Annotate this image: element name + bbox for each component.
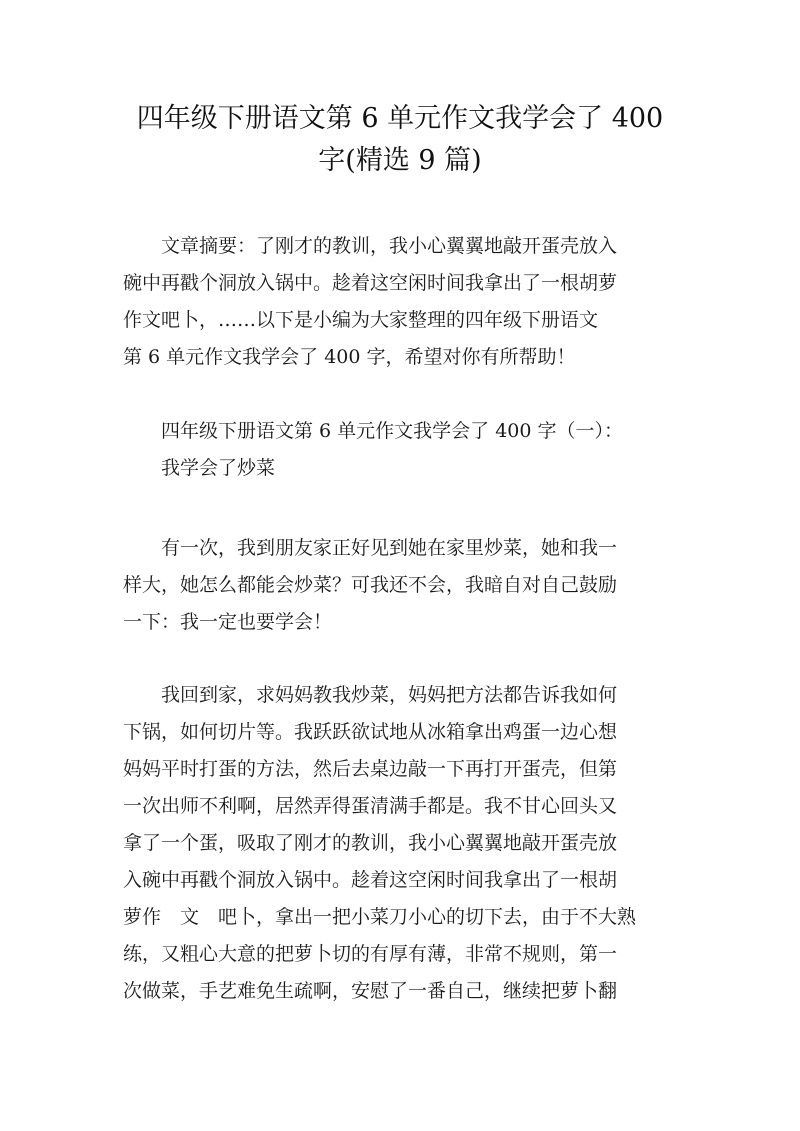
summary-line: 第 6 单元作文我学会了 400 字，希望对你有所帮助！ — [123, 346, 576, 368]
paragraph-line: 样大，她怎么都能会炒菜？可我还不会，我暗自对自己鼓励 — [123, 574, 618, 596]
paragraph-line: 拿了一个蛋，吸取了刚才的教训，我小心翼翼地敲开蛋壳放 — [123, 832, 618, 854]
paragraph-line: 妈妈平时打蛋的方法，然后去桌边敲一下再打开蛋壳，但第 — [123, 758, 618, 780]
body-paragraph-2 — [123, 677, 683, 1010]
document-title-line-2: 字(精选 9 篇) — [318, 145, 482, 176]
paragraph-line: 次做菜，手艺难免生疏啊，安慰了一番自己，继续把萝卜翻 — [123, 980, 618, 1002]
paragraph-line: 有一次，我到朋友家正好见到她在家里炒菜，她和我一 — [123, 537, 618, 559]
paragraph-line: 一下：我一定也要学会！ — [123, 611, 333, 633]
document-title-line-1: 四年级下册语文第 6 单元作文我学会了 400 — [136, 103, 664, 134]
section-heading — [123, 413, 683, 487]
article-summary — [123, 228, 683, 376]
paragraph-line: 下锅，如何切片等。我跃跃欲试地从冰箱拿出鸡蛋一边心想 — [123, 721, 618, 743]
section-heading-line: 我学会了炒菜 — [123, 457, 276, 479]
paragraph-line: 练，又粗心大意的把萝卜切的有厚有薄，非常不规则，第一 — [123, 943, 618, 965]
paragraph-line: 一次出师不利啊，居然弄得蛋清满手都是。我不甘心回头又 — [123, 795, 618, 817]
paragraph-line: 入碗中再戳个洞放入锅中。趁着这空闲时间我拿出了一根胡 — [123, 869, 618, 891]
paragraph-line: 萝作 文 吧卜，拿出一把小菜刀小心的切下去，由于不大熟 — [123, 906, 637, 928]
paragraph-line: 我回到家，求妈妈教我炒菜，妈妈把方法都告诉我如何 — [123, 684, 618, 706]
body-paragraph-1 — [123, 530, 683, 641]
section-heading-line: 四年级下册语文第 6 单元作文我学会了 400 字（一）： — [123, 420, 624, 442]
summary-line: 作文吧卜，……以下是小编为大家整理的四年级下册语文 — [123, 309, 599, 331]
summary-line: 文章摘要：了刚才的教训，我小心翼翼地敲开蛋壳放入 — [123, 235, 618, 257]
summary-line: 碗中再戳个洞放入锅中。趁着这空闲时间我拿出了一根胡萝 — [123, 272, 618, 294]
